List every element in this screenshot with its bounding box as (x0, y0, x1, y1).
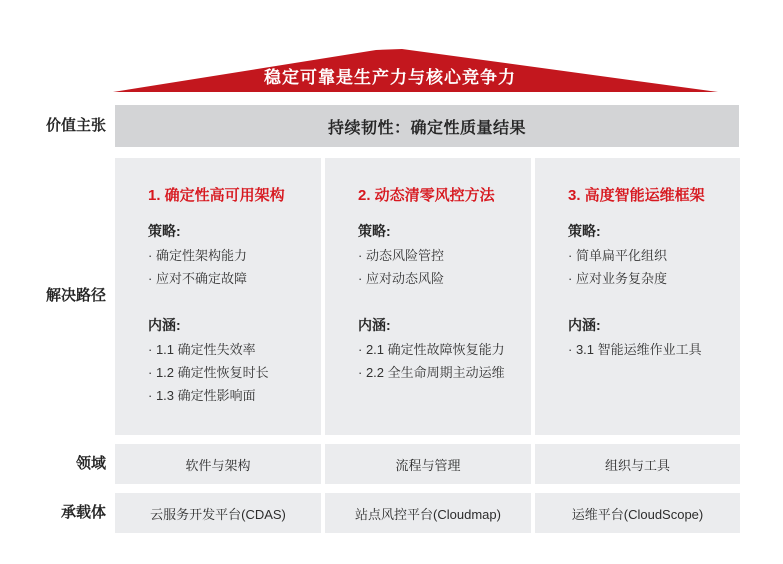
solution-title-1: 1. 确定性高可用架构 (148, 187, 285, 204)
carrier-cell-cloudmap: 站点风控平台(Cloudmap) (325, 493, 531, 533)
roof-banner-text: 稳定可靠是生产力与核心竞争力 (264, 68, 516, 87)
strategy-item: · 应对不确定故障 (148, 271, 247, 286)
carrier-cell-cdas: 云服务开发平台(CDAS) (115, 493, 321, 533)
value-proposition-bar (115, 105, 739, 147)
meaning-item: · 3.1 智能运维作业工具 (568, 342, 702, 357)
meaning-heading-1: 内涵: (148, 317, 181, 333)
meaning-item: · 1.1 确定性失效率 (148, 342, 256, 357)
carrier-cell-cloudscope: 运维平台(CloudScope) (535, 493, 740, 533)
strategy-heading-3: 策略: (568, 223, 601, 239)
strategy-item: · 动态风险管控 (358, 248, 444, 263)
row-label-value-proposition: 价值主张 (45, 117, 106, 134)
row-label-domain: 领域 (75, 455, 106, 472)
strategy-item: · 确定性架构能力 (148, 248, 247, 263)
meaning-heading-3: 内涵: (568, 317, 601, 333)
strategy-heading-1: 策略: (148, 223, 181, 239)
meaning-item: · 2.2 全生命周期主动运维 (358, 365, 505, 380)
meaning-item: · 1.2 确定性恢复时长 (148, 365, 269, 380)
strategy-heading-2: 策略: (358, 223, 391, 239)
row-label-carrier: 承载体 (60, 504, 106, 521)
domain-cell-process: 流程与管理 (325, 444, 531, 484)
strategy-item: · 应对业务复杂度 (568, 271, 667, 286)
solution-column-risk-control (325, 158, 531, 435)
solution-column-intelligent-ops (535, 158, 740, 435)
meaning-item: · 1.3 确定性影响面 (148, 388, 256, 403)
roof-banner (113, 48, 718, 92)
solution-column-architecture (115, 158, 321, 435)
domain-cell-organization: 组织与工具 (535, 444, 740, 484)
domain-cell-software: 软件与架构 (115, 444, 321, 484)
value-proposition-text: 持续韧性：确定性质量结果 (327, 119, 526, 137)
strategy-item: · 应对动态风险 (358, 271, 444, 286)
solution-title-2: 2. 动态清零风控方法 (358, 187, 495, 204)
strategy-item: · 简单扁平化组织 (568, 248, 667, 263)
meaning-item: · 2.1 确定性故障恢复能力 (358, 342, 505, 357)
solution-title-3: 3. 高度智能运维框架 (568, 187, 705, 204)
meaning-heading-2: 内涵: (358, 317, 391, 333)
row-label-solutions: 解决路径 (45, 287, 106, 304)
